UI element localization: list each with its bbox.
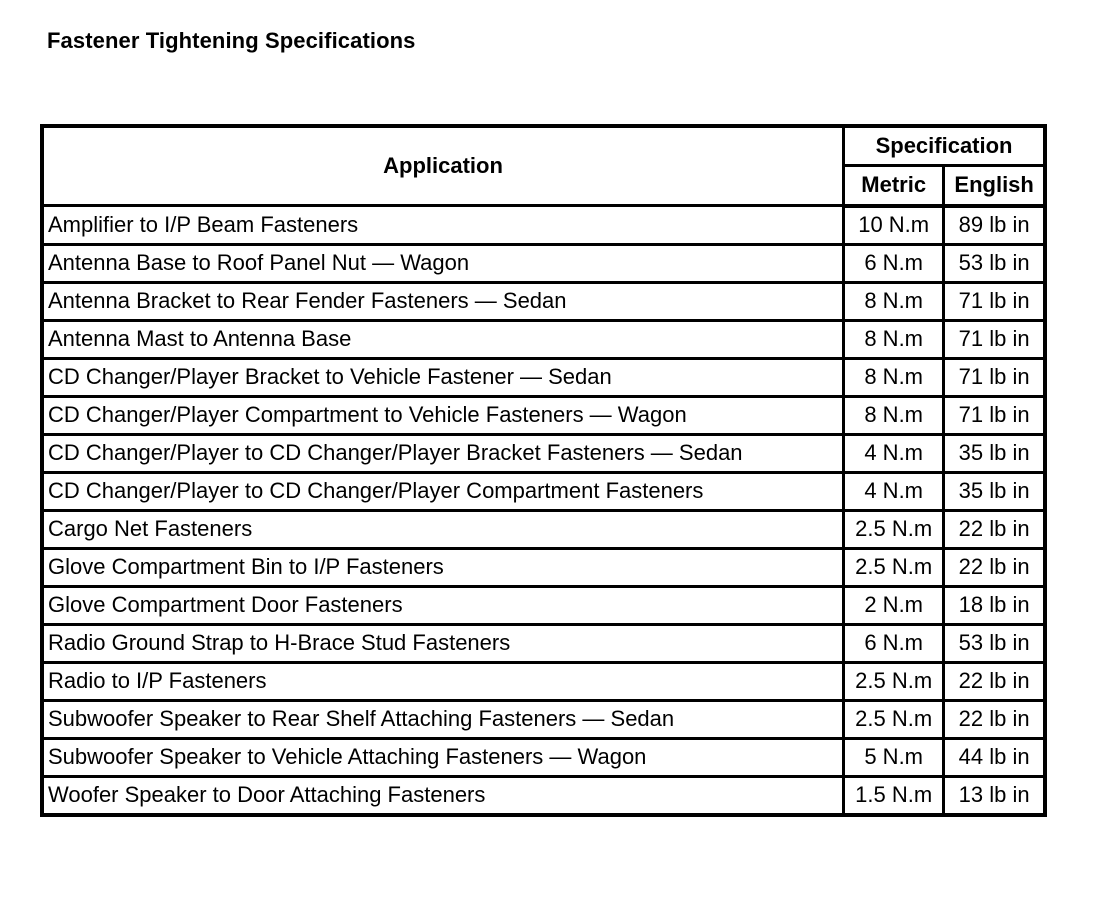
metric-cell: 5 N.m [844,738,944,776]
table-row [42,206,1045,245]
metric-cell: 1.5 N.m [844,776,944,815]
english-cell: 35 lb in [944,472,1045,510]
application-cell: CD Changer/Player to CD Changer/Player Bracket Fasteners — Sedan [42,434,844,472]
metric-header: Metric [844,166,944,206]
english-header: English [944,166,1045,206]
table-row [42,244,1045,282]
english-cell: 22 lb in [944,662,1045,700]
english-cell: 71 lb in [944,320,1045,358]
english-cell: 18 lb in [944,586,1045,624]
application-cell: Glove Compartment Door Fasteners [42,586,844,624]
application-cell: Antenna Base to Roof Panel Nut — Wagon [42,244,844,282]
english-cell: 71 lb in [944,282,1045,320]
application-cell: Radio Ground Strap to H-Brace Stud Fasteners [42,624,844,662]
table-row [42,472,1045,510]
application-cell: Antenna Bracket to Rear Fender Fasteners — Sedan [42,282,844,320]
english-cell: 53 lb in [944,244,1045,282]
metric-cell: 8 N.m [844,320,944,358]
metric-cell: 4 N.m [844,472,944,510]
application-header: Application [42,126,844,206]
specification-header: Specification [844,126,1045,166]
table-row [42,320,1045,358]
english-cell: 22 lb in [944,510,1045,548]
english-cell: 71 lb in [944,396,1045,434]
metric-cell: 8 N.m [844,396,944,434]
application-cell: Cargo Net Fasteners [42,510,844,548]
english-cell: 89 lb in [944,206,1045,245]
application-cell: CD Changer/Player Bracket to Vehicle Fastener — Sedan [42,358,844,396]
table-row [42,586,1045,624]
application-cell: CD Changer/Player to CD Changer/Player Compartment Fasteners [42,472,844,510]
english-cell: 35 lb in [944,434,1045,472]
application-cell: Subwoofer Speaker to Vehicle Attaching Fasteners — Wagon [42,738,844,776]
english-cell: 22 lb in [944,700,1045,738]
metric-cell: 2 N.m [844,586,944,624]
metric-cell: 10 N.m [844,206,944,245]
application-cell: Subwoofer Speaker to Rear Shelf Attaching Fasteners — Sedan [42,700,844,738]
english-cell: 22 lb in [944,548,1045,586]
table-row [42,662,1045,700]
table-row [42,282,1045,320]
application-cell: Glove Compartment Bin to I/P Fasteners [42,548,844,586]
table-row [42,396,1045,434]
metric-cell: 2.5 N.m [844,700,944,738]
application-cell: Radio to I/P Fasteners [42,662,844,700]
application-cell: Amplifier to I/P Beam Fasteners [42,206,844,245]
metric-cell: 2.5 N.m [844,662,944,700]
table-row [42,738,1045,776]
metric-cell: 8 N.m [844,282,944,320]
table-row [42,358,1045,396]
english-cell: 53 lb in [944,624,1045,662]
metric-cell: 6 N.m [844,244,944,282]
metric-cell: 2.5 N.m [844,510,944,548]
metric-cell: 4 N.m [844,434,944,472]
application-cell: CD Changer/Player Compartment to Vehicle Fasteners — Wagon [42,396,844,434]
application-cell: Antenna Mast to Antenna Base [42,320,844,358]
table-row [42,434,1045,472]
metric-cell: 8 N.m [844,358,944,396]
metric-cell: 2.5 N.m [844,548,944,586]
english-cell: 44 lb in [944,738,1045,776]
table-body [42,206,1045,815]
page-title: Fastener Tightening Specifications [47,28,416,53]
table-row [42,548,1045,586]
metric-cell: 6 N.m [844,624,944,662]
application-cell: Woofer Speaker to Door Attaching Fasteners [42,776,844,815]
table-row [42,700,1045,738]
table-row [42,776,1045,815]
english-cell: 71 lb in [944,358,1045,396]
table-row [42,510,1045,548]
english-cell: 13 lb in [944,776,1045,815]
fastener-spec-table [40,124,1047,817]
table-row [42,624,1045,662]
